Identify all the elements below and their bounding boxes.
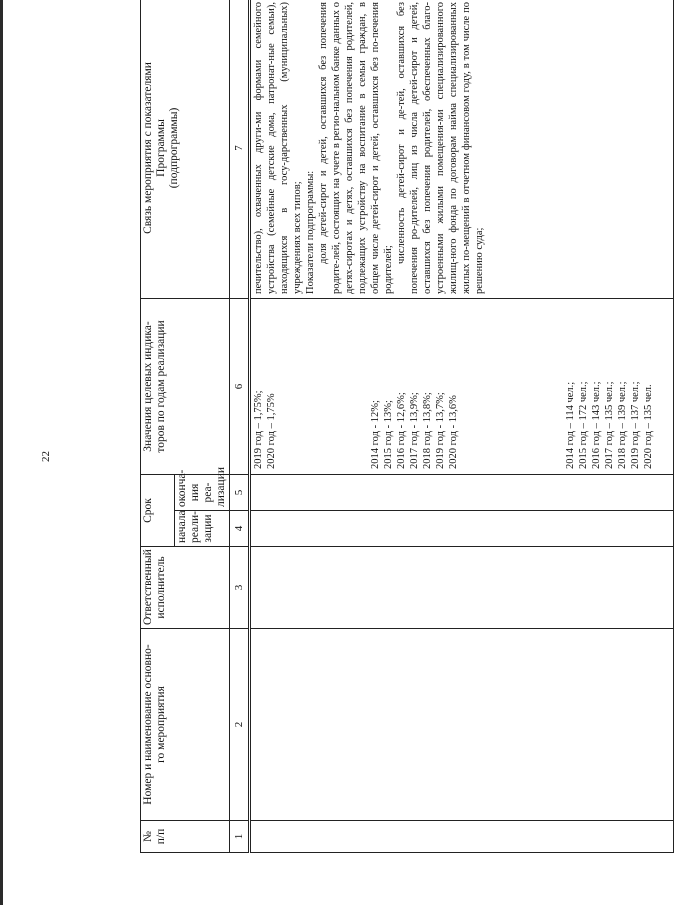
header-col-1: № п/п — [141, 821, 230, 853]
cell-col-1 — [251, 821, 674, 853]
column-number: 3 — [230, 547, 249, 629]
column-number: 5 — [230, 474, 249, 510]
cell-col-2 — [251, 629, 674, 821]
table-body — [250, 0, 674, 853]
page-number: 22 — [40, 451, 52, 462]
header-srok: Срок — [141, 474, 175, 546]
header-col-5: оконча- ния реа- лизации — [175, 474, 230, 510]
cell-indicator-values: 2019 год – 1,75%; 2020 год – 1,75% 2014 год - 12%; 2015 год - 13%; 2016 год - 12,6%; 2017 год - 13,9%; 2018 год - 13,8%; 2019 год - 13,7%; 2020 год - 13,6% 2014 год – 114 чел.; 2015 год – 172 чел.; 2016 год – 143 чел.; 2017 год – 135 чел.; 2018 год – 139 чел.; 2019 год – 137 чел.; 2020 год – 135 чел. — [251, 299, 674, 475]
program-link-text-4: численность детей-сирот и де-тей, оставшихся без попечения ро-дителей, лиц из числа детей-сирот и детей, оставшихся без попечения родителей, обеспеченных благо-устроенными жилыми помещения-ми специализированного жилищ-ного фонда по договорам найма специализированных жилых по-мещений в отчетном финансовом году, в том числе по решению суда; — [396, 2, 485, 294]
cell-program-link — [251, 0, 674, 299]
rotated-table-container — [140, 0, 654, 853]
cell-col-4 — [251, 511, 674, 547]
header-col-4: начала реали- зации — [175, 511, 230, 547]
column-number: 6 — [230, 298, 249, 474]
program-link-text-3: доля детей-сирот и детей, оставшихся без попечения родите-лей, состоящих на учете в регио-нальном банке данных о детях-сиротах и детях, оставшихся без попечения родителей, подлежащих устройству на воспитание в семьи граждан, в общем числе детей-сирот и детей, оставшихся без по-печения родителей; — [318, 2, 394, 294]
program-link-text-2: Показатели подпрограммы: — [305, 170, 316, 294]
column-number: 1 — [230, 821, 249, 853]
header-col-6: Значения целевых индика- торов по годам реализации — [141, 298, 230, 474]
header-col-7: Связь мероприятия с показателями Программы (подпрограммы) — [141, 0, 230, 298]
header-col-2: Номер и наименование основно- го мероприятия — [141, 629, 230, 821]
table-row — [251, 0, 674, 853]
scan-edge — [0, 0, 3, 905]
column-numbers-row — [230, 0, 249, 853]
column-number: 4 — [230, 511, 249, 547]
header-col-3: Ответственный исполнитель — [141, 547, 230, 629]
program-link-text-1: печительство), охваченных други-ми формами семейного устройства (семейные детские дома, патронат-ные семьи), находящихся в госу-дарственных (муниципальных) учреждениях всех типов; — [253, 2, 303, 294]
column-number: 2 — [230, 629, 249, 821]
cell-col-5 — [251, 475, 674, 511]
column-number: 7 — [230, 0, 249, 298]
table-header — [140, 0, 249, 853]
cell-col-3 — [251, 547, 674, 629]
